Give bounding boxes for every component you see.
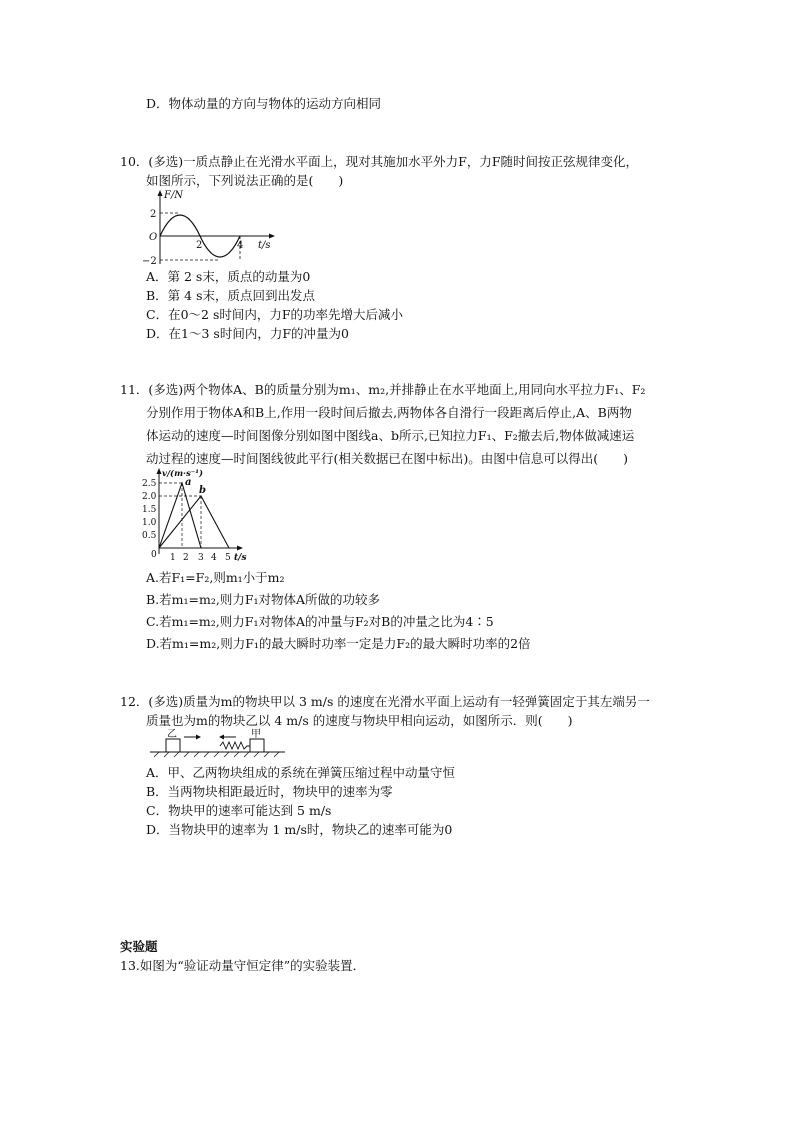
q10-x-axis-label: t/s — [258, 240, 271, 251]
q10-y-axis-label: F/N — [164, 190, 184, 201]
q11-option-b: B.若m₁=m₂,则力F₁对物体A所做的功较多 — [146, 592, 381, 607]
q12-option-a: A．甲、乙两物块组成的系统在弹簧压缩过程中动量守恒 — [146, 765, 456, 780]
q11-stem-line-3: 体运动的速度—时间图像分别如图中图线a、b所示,已知拉力F₁、F₂撤去后,物体做减速运 — [146, 428, 635, 443]
q12-block-yi-label: 乙 — [167, 729, 177, 740]
q10-x-tick-2: 4 — [237, 240, 244, 251]
q11-y-tick-1-5: 1.5 — [142, 505, 157, 515]
q10-stem-line-1: 10．(多选)一质点静止在光滑水平面上，现对其施加水平外力F，力F随时间按正弦规律变化， — [120, 154, 639, 169]
q11-x-tick-3: 3 — [198, 553, 204, 563]
q12-option-c: C．物块甲的速率可能达到 5 m/s — [146, 803, 332, 818]
q13-stem: 13.如图为“验证动量守恒定律”的实验装置． — [120, 958, 366, 973]
q10-option-b: B．第 4 s末，质点回到出发点 — [146, 288, 316, 303]
section-title: 实验题 — [120, 939, 158, 954]
q11-y-axis-label: v/(m·s⁻¹) — [162, 469, 204, 479]
q12-option-b: B．当两物块相距最近时，物块甲的速率为零 — [146, 784, 393, 799]
q11-x-tick-5: 5 — [225, 553, 231, 563]
q11-origin-label: 0 — [151, 550, 157, 560]
q11-line-a-label: a — [185, 477, 192, 488]
q11-stem-line-2: 分别作用于物体A和B上,作用一段时间后撤去,两物体各自滑行一段距离后停止,A、B两物 — [146, 405, 632, 420]
q10-force-time-graph — [140, 188, 280, 268]
q12-option-d: D．当物块甲的速率为 1 m/s时，物块乙的速率可能为0 — [146, 822, 453, 837]
q10-option-c: C．在0～2 s时间内，力F的功率先增大后减小 — [146, 307, 404, 322]
q11-y-tick-2-5: 2.5 — [142, 479, 157, 489]
q11-stem-line-1: 11．(多选)两个物体A、B的质量分别为m₁、m₂,并排静止在水平地面上,用同向水平拉力F₁、F₂ — [120, 382, 646, 397]
q10-y-tick-bottom: −2 — [142, 256, 157, 267]
q11-x-tick-4: 4 — [211, 553, 217, 563]
q11-y-tick-2-0: 2.0 — [142, 492, 157, 502]
q10-option-a: A．第 2 s末，质点的动量为0 — [146, 269, 311, 284]
q11-stem-line-4: 动过程的速度—时间图线彼此平行(相关数据已在图中标出)。由图中信息可以得出( ) — [146, 451, 629, 466]
q12-blocks-spring-figure — [150, 728, 285, 758]
q11-option-d: D.若m₁=m₂,则力F₁的最大瞬时功率一定是力F₂的最大瞬时功率的2倍 — [146, 636, 531, 651]
q12-stem-line-2: 质量也为m的物块乙以 4 m/s 的速度与物块甲相向运动，如图所示．则( ) — [146, 713, 573, 728]
q11-option-a: A.若F₁=F₂,则m₁小于m₂ — [146, 570, 285, 585]
q11-x-tick-2: 2 — [183, 553, 189, 563]
q10-option-d: D．在1～3 s时间内，力F的冲量为0 — [146, 326, 349, 341]
q11-option-c: C.若m₁=m₂,则力F₁对物体A的冲量与F₂对B的冲量之比为4∶5 — [146, 614, 494, 629]
q11-line-b-label: b — [199, 485, 206, 496]
q11-y-tick-0-5: 0.5 — [142, 531, 157, 541]
q10-stem-line-2: 如图所示，下列说法正确的是( ) — [146, 173, 344, 188]
q11-y-tick-1-0: 1.0 — [142, 518, 157, 528]
q10-x-tick-1: 2 — [196, 240, 203, 251]
q9-option-d: D．物体动量的方向与物体的运动方向相同 — [146, 96, 382, 111]
q11-velocity-time-graph — [140, 466, 255, 566]
q12-block-jia-label: 甲 — [251, 729, 261, 740]
q10-y-tick-top: 2 — [150, 209, 157, 220]
q11-x-axis-label: t/s — [234, 553, 247, 563]
q11-x-tick-1: 1 — [170, 553, 176, 563]
q10-origin-label: O — [149, 232, 158, 243]
q12-stem-line-1: 12．(多选)质量为m的物块甲以 3 m/s 的速度在光滑水平面上运动有一轻弹簧固定于其左端另一 — [120, 694, 650, 709]
